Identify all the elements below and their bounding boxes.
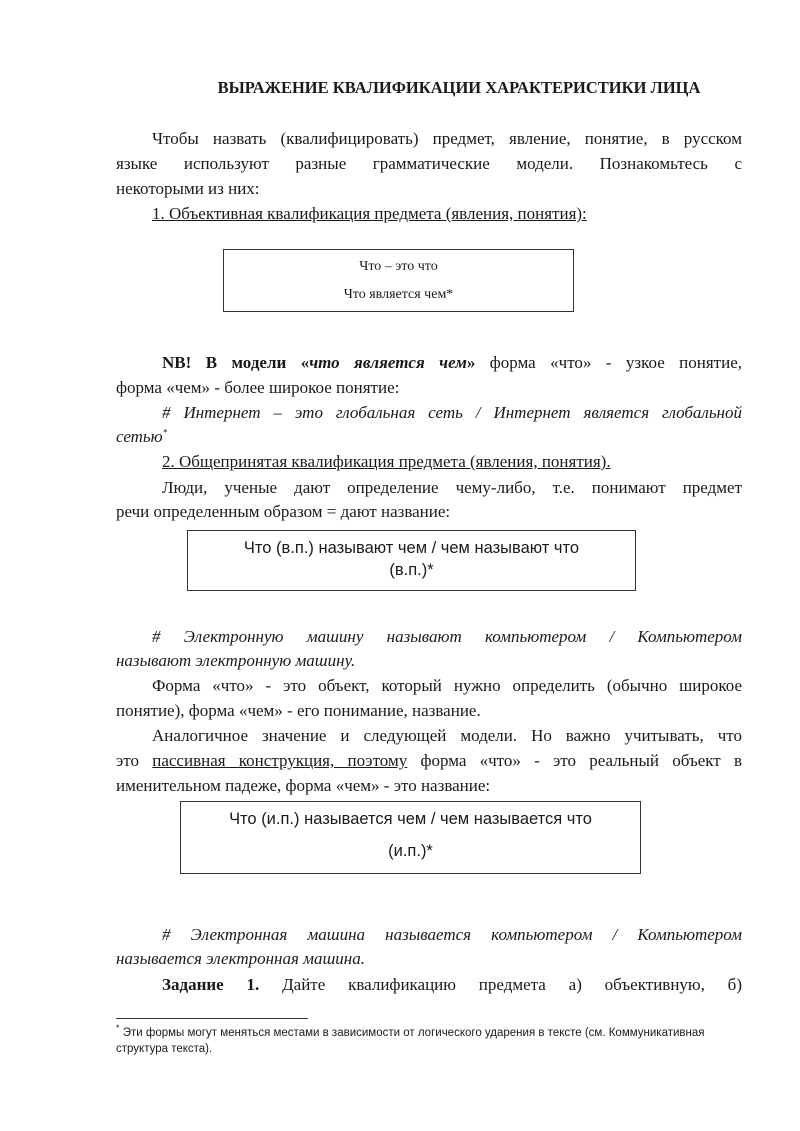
task-line bbox=[162, 974, 742, 996]
footnote-line: структура текста). bbox=[116, 1043, 213, 1055]
example-line: # Электронная машина называется компьютером / Компьютером bbox=[162, 925, 742, 944]
nb-note-line bbox=[162, 352, 742, 374]
text-run: форма «что» - это реальный объект в bbox=[407, 751, 742, 770]
paragraph-intro-line: некоторыми из них: bbox=[116, 179, 260, 198]
section-heading-1 bbox=[152, 203, 778, 225]
example-line bbox=[116, 426, 742, 448]
example-line: называют электронную машину. bbox=[116, 651, 356, 670]
footnote-divider bbox=[116, 1018, 308, 1019]
model-box-line: (и.п.)* bbox=[388, 842, 433, 860]
example-line: называется электронная машина. bbox=[116, 949, 365, 968]
nb-bold: NB! В модели « bbox=[162, 353, 310, 372]
example-line: # Интернет – это глобальная сеть / Интернет является глобальной bbox=[162, 403, 742, 422]
paragraph-line: речи определенным образом = дают название: bbox=[116, 502, 451, 521]
paragraph-intro-line: Чтобы назвать (квалифицировать) предмет, явление, понятие, в русском bbox=[152, 129, 742, 148]
underlined-run: пассивная конструкция, поэтому bbox=[152, 751, 408, 770]
paragraph-line: Люди, ученые дают определение чему-либо, т.е. понимают предмет bbox=[162, 478, 742, 497]
nb-note-line: форма «чем» - более широкое понятие: bbox=[116, 378, 400, 397]
model-box-line: Что является чем* bbox=[343, 287, 454, 302]
paragraph-line: понятие), форма «чем» - его понимание, название. bbox=[116, 701, 481, 720]
model-box-line: (в.п.)* bbox=[389, 561, 434, 579]
model-box-accepted bbox=[187, 530, 636, 591]
footnote-line bbox=[116, 1023, 742, 1041]
task-text: Дайте квалификацию предмета а) объективную, б) bbox=[259, 975, 742, 994]
model-box-line: Что (в.п.) называют чем / чем называют что bbox=[243, 539, 580, 557]
paragraph-intro-line: языке используют разные грамматические модели. Познакомьтесь с bbox=[116, 154, 742, 173]
footnote-mark: * bbox=[116, 1023, 120, 1034]
footnote-text: Эти формы могут меняться местами в зависимости от логического ударения в тексте (см. Коммуникативная bbox=[119, 1027, 705, 1039]
page-title: ВЫРАЖЕНИЕ КВАЛИФИКАЦИИ ХАРАКТЕРИСТИКИ ЛИЦА bbox=[217, 78, 701, 97]
model-box-objective bbox=[223, 249, 574, 312]
paragraph-line bbox=[116, 750, 742, 772]
model-box-passive bbox=[180, 801, 641, 874]
task-label: Задание 1. bbox=[162, 975, 260, 994]
nb-bold-italic: что является чем bbox=[309, 353, 467, 372]
paragraph-line: Аналогичное значение и следующей модели. Но важно учитывать, что bbox=[152, 726, 742, 745]
nb-bold-end: » bbox=[466, 353, 476, 372]
example-line: # Электронную машину называют компьютером / Компьютером bbox=[152, 627, 742, 646]
section-heading-1-text: 1. Объективная квалификация предмета (явления, понятия): bbox=[152, 204, 587, 223]
text-run: это bbox=[116, 751, 153, 770]
section-heading-2 bbox=[162, 451, 788, 473]
footnote-ref: * bbox=[162, 427, 168, 438]
example-text: сетью bbox=[116, 427, 163, 446]
section-heading-2-text: 2. Общепринятая квалификация предмета (явления, понятия). bbox=[162, 452, 611, 471]
model-box-line: Что (и.п.) называется чем / чем называется что bbox=[229, 810, 592, 828]
paragraph-line: именительном падеже, форма «чем» - это название: bbox=[116, 776, 491, 795]
paragraph-line: Форма «что» - это объект, который нужно определить (обычно широкое bbox=[152, 676, 742, 695]
model-box-line: Что – это что bbox=[359, 259, 438, 274]
nb-rest: форма «что» - узкое понятие, bbox=[475, 353, 743, 372]
